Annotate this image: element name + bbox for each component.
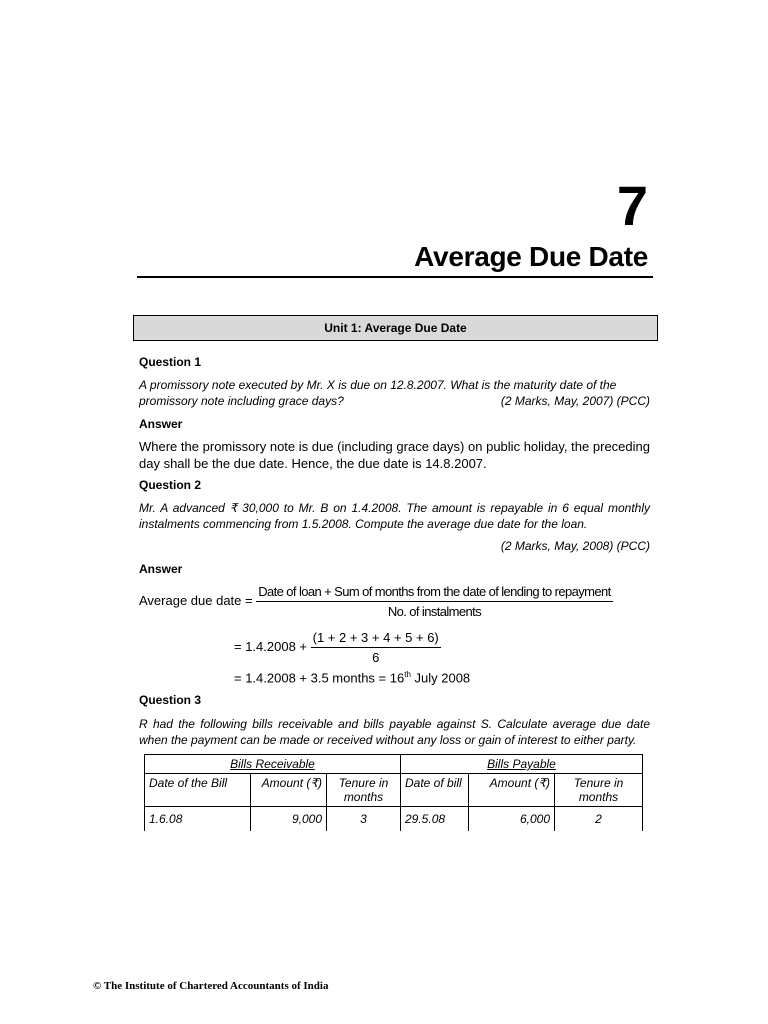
table-row <box>145 807 643 832</box>
table-group-header-row <box>145 755 643 774</box>
table-cell: 2 <box>555 807 643 832</box>
table-header-cell: Amount (₹) <box>251 774 327 807</box>
question-2-marks: (2 Marks, May, 2008) (PCC) <box>500 539 650 553</box>
bills-table <box>144 754 643 831</box>
formula-step-1 <box>234 630 441 665</box>
unit-heading-box <box>133 315 658 341</box>
question-1-text <box>139 377 650 409</box>
table-cell: 1.6.08 <box>145 807 251 832</box>
question-1-line-1: A promissory note executed by Mr. X is due on 12.8.2007. What is the maturity date of the <box>139 378 617 392</box>
formula-step-2-prefix: = 1.4.2008 + 3.5 months = 16 <box>234 670 405 686</box>
question-1-line-2-text: promissory note including grace days? <box>139 394 344 408</box>
table-cell: 9,000 <box>251 807 327 832</box>
table-header-cell: Tenure in months <box>327 774 401 807</box>
footer-copyright: © The Institute of Chartered Accountants of India <box>93 980 329 992</box>
chapter-title: Average Due Date <box>414 241 648 272</box>
question-1-marks: (2 Marks, May, 2007) (PCC) <box>500 394 650 408</box>
question-1-line-2 <box>139 393 650 409</box>
question-1-heading: Question 1 <box>139 355 202 369</box>
table-header-cell: Date of the Bill <box>145 774 251 807</box>
formula-denominator: No. of instalments <box>387 604 482 619</box>
bills-table-container <box>144 754 643 831</box>
answer-2-heading: Answer <box>139 562 183 576</box>
formula-average-due-date <box>139 584 613 619</box>
formula-step-2 <box>234 670 470 685</box>
formula-step-2-suffix: July 2008 <box>410 670 471 686</box>
formula-step-1-numerator: (1 + 2 + 3 + 4 + 5 + 6) <box>311 630 441 648</box>
question-3-heading: Question 3 <box>139 693 202 707</box>
unit-title: Unit 1: Average Due Date <box>324 321 467 335</box>
formula-step-2-sup: th <box>404 670 411 679</box>
table-cell: 6,000 <box>469 807 555 832</box>
formula-numerator: Date of loan + Sum of months from the date of lending to repayment <box>256 584 612 602</box>
table-cell: 29.5.08 <box>401 807 469 832</box>
group-bills-payable: Bills Payable <box>401 755 643 774</box>
table-header-cell: Amount (₹) <box>469 774 555 807</box>
question-3-text: R had the following bills receivable and bills payable against S. Calculate average due date when the payment can be made or received without any loss or gain of interest to either party. <box>139 717 650 747</box>
chapter-number: 7 <box>616 174 648 237</box>
formula-lhs: Average due date = <box>139 592 253 608</box>
group-bills-receivable: Bills Receivable <box>145 755 401 774</box>
table-cell: 3 <box>327 807 401 832</box>
table-header-cell: Date of bill <box>401 774 469 807</box>
answer-1-heading: Answer <box>139 417 183 431</box>
formula-step-1-denominator: 6 <box>372 650 380 665</box>
title-rule <box>137 276 653 278</box>
question-2-text: Mr. A advanced ₹ 30,000 to Mr. B on 1.4.2008. The amount is repayable in 6 equal monthly instalments commencing from 1.5.2008. Compute the average due date for the loan. <box>139 501 650 531</box>
answer-1-text: Where the promissory note is due (including grace days) on public holiday, the preceding day shall be the due date. Hence, the due date is 14.8.2007. <box>139 439 650 471</box>
formula-step-1-fraction <box>311 630 441 665</box>
formula-step-1-prefix: = 1.4.2008 + <box>234 638 308 654</box>
table-header-cell: Tenure in months <box>555 774 643 807</box>
formula-fraction <box>256 584 612 619</box>
question-2-heading: Question 2 <box>139 478 202 492</box>
table-header-row <box>145 774 643 807</box>
